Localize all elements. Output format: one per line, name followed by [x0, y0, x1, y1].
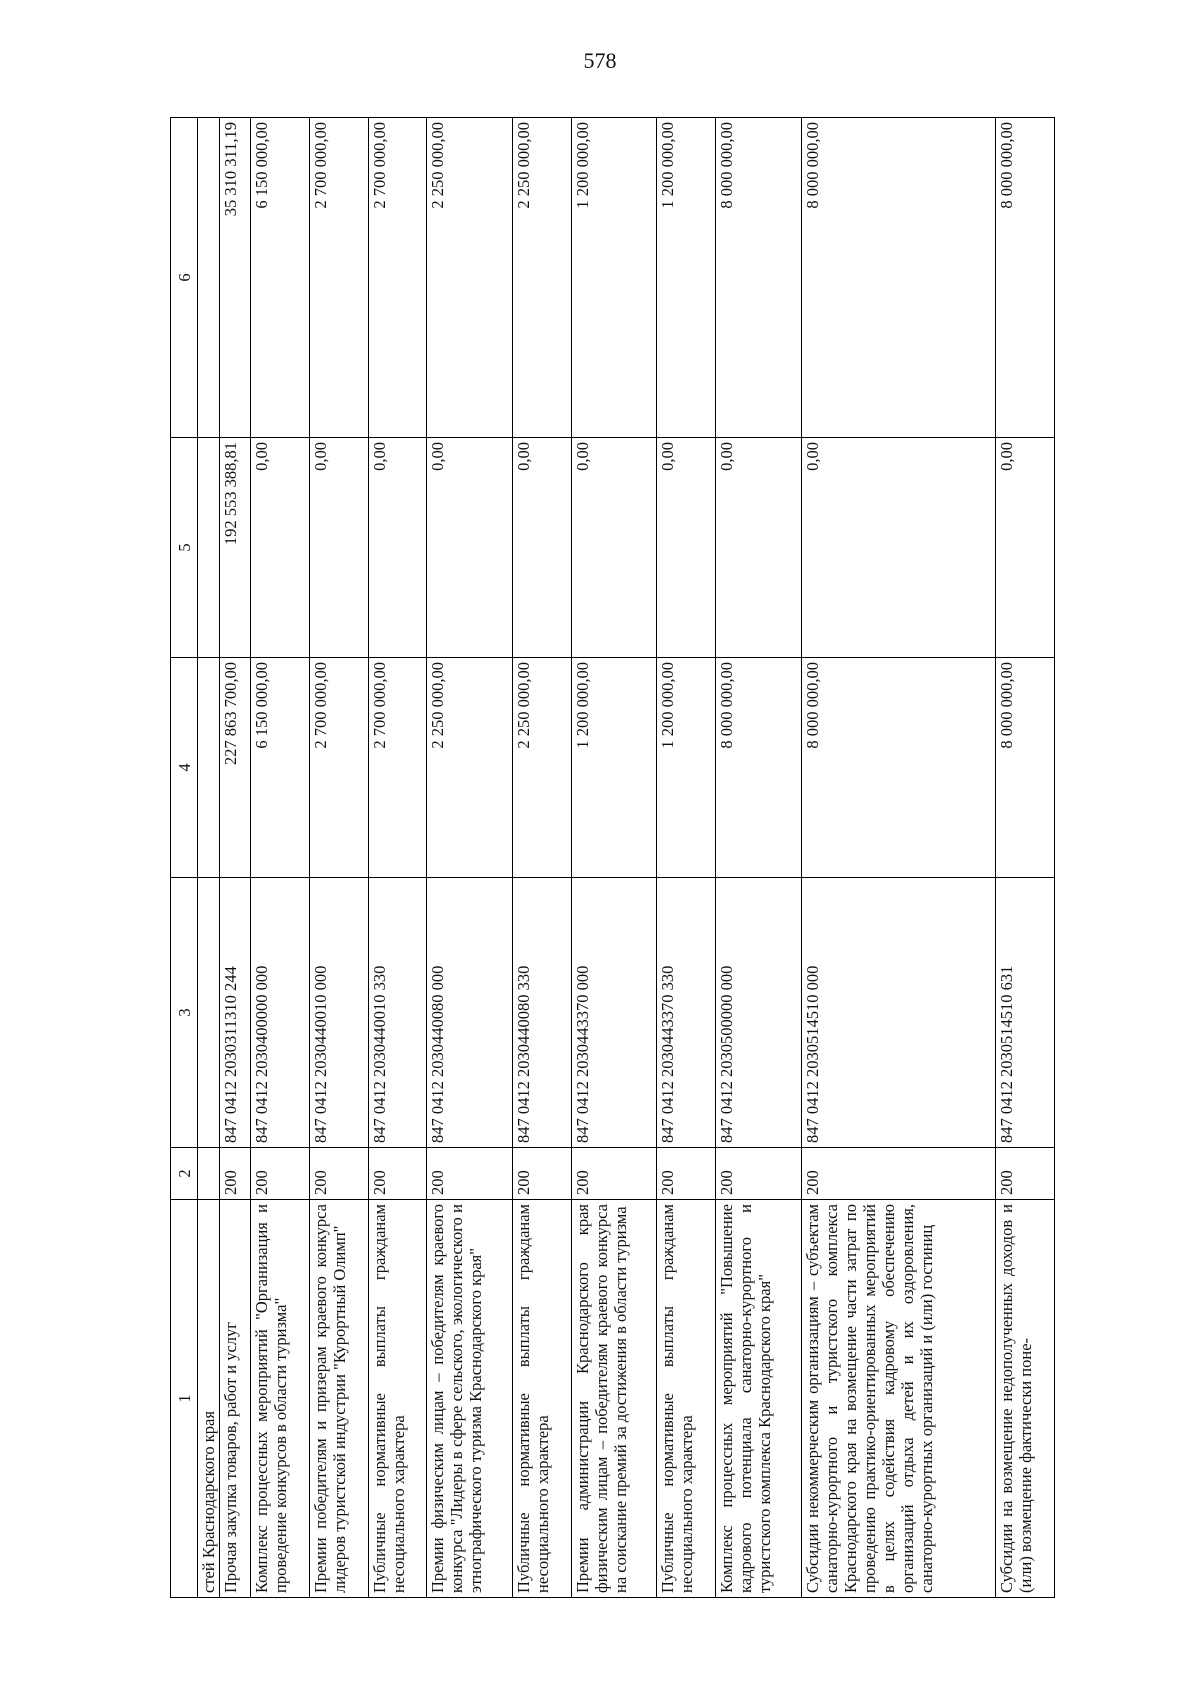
row-name: Премии физическим лицам – победителям краевого конкурса "Лидеры в сфере сельского, экологического и этнографического туризма Краснодарского края" [427, 1200, 513, 1598]
row-col-6: 1 200 000,00 [571, 118, 657, 438]
row-col-6: 8 000 000,00 [801, 118, 995, 438]
row-col-4: 2 700 000,00 [368, 658, 427, 878]
row-col-6: 8 000 000,00 [716, 118, 802, 438]
header-row [171, 118, 198, 1598]
row-col-4: 8 000 000,00 [716, 658, 802, 878]
row-code: 847 0412 2030443370 000 [571, 878, 657, 1148]
row-code: 847 0412 2030514510 631 [996, 878, 1055, 1148]
row-code: 847 0412 2030400000 000 [251, 878, 310, 1148]
row-col-4: 227 863 700,00 [220, 658, 251, 878]
table-row [657, 118, 716, 1598]
table-row [198, 118, 220, 1598]
row-code: 847 0412 2030500000 000 [716, 878, 802, 1148]
rotated-table-container [170, 118, 1055, 1598]
row-code: 847 0412 2030440010 000 [310, 878, 369, 1148]
table-row [251, 118, 310, 1598]
row-name: Публичные нормативные выплаты гражданам несоциального характера [513, 1200, 572, 1598]
table-row [427, 118, 513, 1598]
page-number: 578 [583, 48, 617, 73]
row-col-5: 0,00 [513, 438, 572, 658]
row-col-4: 2 250 000,00 [427, 658, 513, 878]
row-code: 847 0412 2030443370 330 [657, 878, 716, 1148]
row-name: Премии победителям и призерам краевого конкурса лидеров туристской индустрии "Курортный Олимп" [310, 1200, 369, 1598]
row-col-4: 8 000 000,00 [801, 658, 995, 878]
row-name: Премии администрации Краснодарского края физическим лицам – победителям краевого конкурса на соискание премий за достижения в области туризма [571, 1200, 657, 1598]
row-col-4: 1 200 000,00 [571, 658, 657, 878]
row-col-6: 2 700 000,00 [310, 118, 369, 438]
row-col-5: 0,00 [368, 438, 427, 658]
table-row [220, 118, 251, 1598]
budget-table [170, 117, 1055, 1598]
row-col-6: 8 000 000,00 [996, 118, 1055, 438]
row-col-6: 6 150 000,00 [251, 118, 310, 438]
row-col-5: 0,00 [427, 438, 513, 658]
row-name: Комплекс процессных мероприятий "Повышение кадрового потенциала санаторно-курортного и туристского комплекса Краснодарского края" [716, 1200, 802, 1598]
row-col-5: 0,00 [571, 438, 657, 658]
row-col-4: 2 250 000,00 [513, 658, 572, 878]
row-col-2: 200 [801, 1148, 995, 1200]
row-col-2: 200 [368, 1148, 427, 1200]
table-row [716, 118, 802, 1598]
row-col-2: 200 [310, 1148, 369, 1200]
row-col-5: 0,00 [310, 438, 369, 658]
row-col-6: 1 200 000,00 [657, 118, 716, 438]
row-col-5: 0,00 [251, 438, 310, 658]
row-col-6: 2 700 000,00 [368, 118, 427, 438]
row-col-6: 2 250 000,00 [513, 118, 572, 438]
row-col-4 [198, 658, 220, 878]
row-name: Публичные нормативные выплаты гражданам несоциального характера [657, 1200, 716, 1598]
row-code: 847 0412 2030440080 330 [513, 878, 572, 1148]
table-row [513, 118, 572, 1598]
row-code: 847 0412 2030440080 000 [427, 878, 513, 1148]
row-col-5: 0,00 [716, 438, 802, 658]
row-col-2: 200 [716, 1148, 802, 1200]
row-col-5: 0,00 [801, 438, 995, 658]
header-col-5: 5 [171, 438, 198, 658]
header-col-3: 3 [171, 878, 198, 1148]
row-col-2: 200 [220, 1148, 251, 1200]
row-col-2: 200 [427, 1148, 513, 1200]
row-col-2: 200 [513, 1148, 572, 1200]
row-col-2 [198, 1148, 220, 1200]
row-code: 847 0412 2030311310 244 [220, 878, 251, 1148]
row-col-2: 200 [251, 1148, 310, 1200]
header-col-6: 6 [171, 118, 198, 438]
table-row [996, 118, 1055, 1598]
row-name: Субсидии некоммерческим организациям – субъектам санаторно-курортного и туристского комплекса Краснодарского края на возмещение части затрат по проведению практико-ориентированных мероприятий в целях содействия кадровому обеспечению организаций отдыха детей и их оздоровления, санаторно-курортных организаций и (или) гостиниц [801, 1200, 995, 1598]
header-col-4: 4 [171, 658, 198, 878]
row-col-5: 0,00 [657, 438, 716, 658]
table-row [571, 118, 657, 1598]
table-row [368, 118, 427, 1598]
row-name: Субсидии на возмещение недополученных доходов и (или) возмещение фактически поне- [996, 1200, 1055, 1598]
row-code: 847 0412 2030514510 000 [801, 878, 995, 1148]
table-row [801, 118, 995, 1598]
row-name: стей Краснодарского края [198, 1200, 220, 1598]
row-col-5 [198, 438, 220, 658]
row-col-2: 200 [571, 1148, 657, 1200]
row-col-6: 2 250 000,00 [427, 118, 513, 438]
row-col-6 [198, 118, 220, 438]
row-col-4: 2 700 000,00 [310, 658, 369, 878]
row-name: Публичные нормативные выплаты гражданам несоциального характера [368, 1200, 427, 1598]
row-col-2: 200 [657, 1148, 716, 1200]
row-col-2: 200 [996, 1148, 1055, 1200]
row-col-5: 0,00 [996, 438, 1055, 658]
row-code [198, 878, 220, 1148]
header-col-1: 1 [171, 1200, 198, 1598]
row-col-4: 8 000 000,00 [996, 658, 1055, 878]
row-col-5: 192 553 388,81 [220, 438, 251, 658]
row-col-6: 35 310 311,19 [220, 118, 251, 438]
header-col-2: 2 [171, 1148, 198, 1200]
row-col-4: 6 150 000,00 [251, 658, 310, 878]
row-code: 847 0412 2030440010 330 [368, 878, 427, 1148]
table-row [310, 118, 369, 1598]
row-name: Прочая закупка товаров, работ и услуг [220, 1200, 251, 1598]
row-name: Комплекс процессных мероприятий "Организация и проведение конкурсов в области туризма" [251, 1200, 310, 1598]
row-col-4: 1 200 000,00 [657, 658, 716, 878]
